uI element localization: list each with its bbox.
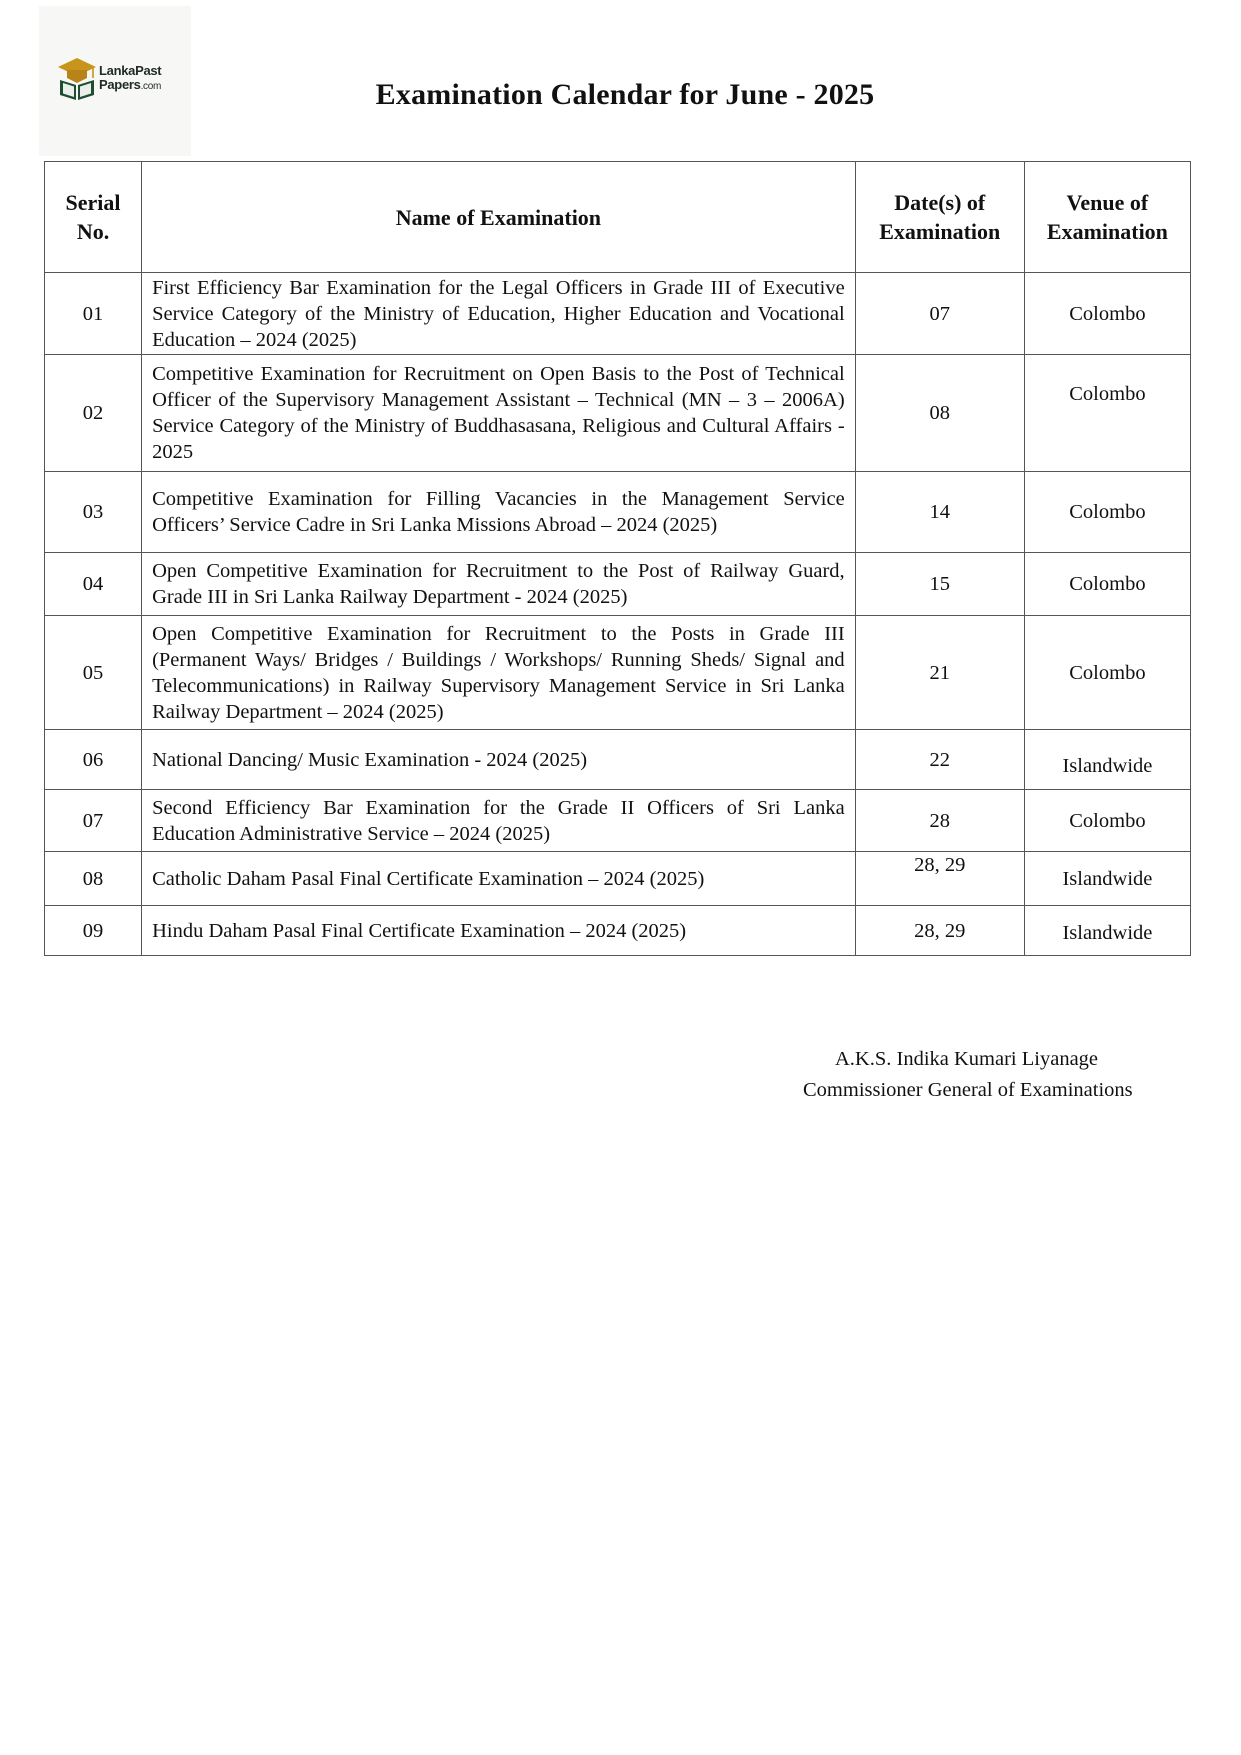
signature-block xyxy=(760,1044,1230,1106)
table-header-row xyxy=(45,162,1191,273)
signatory-name: A.K.S. Indika Kumari Liyanage xyxy=(835,1048,1099,1070)
cell-serial: 09 xyxy=(45,906,142,956)
cell-exam-name: Second Efficiency Bar Examination for the Grade II Officers of Sri Lanka Education Administrative Service – 2024 (2025) xyxy=(142,790,856,852)
logo-line-1: LankaPast xyxy=(99,63,162,78)
table-row xyxy=(45,790,1191,852)
cell-exam-name: Hindu Daham Pasal Final Certificate Examination – 2024 (2025) xyxy=(142,906,856,956)
table-row xyxy=(45,273,1191,355)
header-date: Date(s) of Examination xyxy=(855,162,1024,273)
cell-date: 28 xyxy=(855,790,1024,852)
cell-exam-name: Competitive Examination for Recruitment on Open Basis to the Post of Technical Officer of the Supervisory Management Assistant – Technical (MN – 3 – 2006A) Service Category of the Ministry of Buddhasasana, Religious and Cultural Affairs - 2025 xyxy=(142,355,856,472)
table-row xyxy=(45,906,1191,956)
logo-line-2: Papers xyxy=(99,77,141,92)
table-row xyxy=(45,852,1191,906)
cell-exam-name: Catholic Daham Pasal Final Certificate Examination – 2024 (2025) xyxy=(142,852,856,906)
cell-date: 28, 29 xyxy=(855,852,1024,906)
header-serial: Serial No. xyxy=(45,162,142,273)
table-row xyxy=(45,355,1191,472)
cell-serial: 02 xyxy=(45,355,142,472)
cell-date: 07 xyxy=(855,273,1024,355)
cell-serial: 01 xyxy=(45,273,142,355)
table-row xyxy=(45,730,1191,790)
cell-venue: Colombo xyxy=(1024,273,1190,355)
cell-date: 14 xyxy=(855,472,1024,553)
table-row xyxy=(45,616,1191,730)
header-venue: Venue of Examination xyxy=(1024,162,1190,273)
cell-date: 28, 29 xyxy=(855,906,1024,956)
logo-line-2-suffix: .com xyxy=(140,81,162,92)
cell-venue: Colombo xyxy=(1024,355,1190,472)
page-title: Examination Calendar for June - 2025 xyxy=(375,78,875,111)
cell-exam-name: First Efficiency Bar Examination for the Legal Officers in Grade III of Executive Service Category of the Ministry of Education, Higher Education and Vocational Education – 2024 (2025) xyxy=(142,273,856,355)
cell-venue: Colombo xyxy=(1024,472,1190,553)
cell-venue: Colombo xyxy=(1024,553,1190,616)
signatory-title: Commissioner General of Examinations xyxy=(803,1079,1133,1101)
cell-serial: 03 xyxy=(45,472,142,553)
cell-venue: Colombo xyxy=(1024,790,1190,852)
cell-exam-name: Open Competitive Examination for Recruitment to the Post of Railway Guard, Grade III in Sri Lanka Railway Department - 2024 (2025) xyxy=(142,553,856,616)
cell-date: 15 xyxy=(855,553,1024,616)
cell-exam-name: Open Competitive Examination for Recruitment to the Posts in Grade III (Permanent Ways/ Bridges / Buildings / Workshops/ Running Sheds/ Signal and Telecommunications) in Railway Supervisory Management Service in Sri Lanka Railway Department – 2024 (2025) xyxy=(142,616,856,730)
cell-venue: Islandwide xyxy=(1024,730,1190,790)
header-name: Name of Examination xyxy=(142,162,856,273)
cell-date: 21 xyxy=(855,616,1024,730)
cell-venue: Colombo xyxy=(1024,616,1190,730)
exam-calendar-table xyxy=(44,161,1191,956)
cell-exam-name: Competitive Examination for Filling Vacancies in the Management Service Officers’ Service Cadre in Sri Lanka Missions Abroad – 2024 (2025) xyxy=(142,472,856,553)
cell-date: 22 xyxy=(855,730,1024,790)
cell-serial: 05 xyxy=(45,616,142,730)
cell-serial: 07 xyxy=(45,790,142,852)
table-row xyxy=(45,553,1191,616)
cell-venue: Islandwide xyxy=(1024,906,1190,956)
cell-serial: 08 xyxy=(45,852,142,906)
cell-serial: 04 xyxy=(45,553,142,616)
cell-venue: Islandwide xyxy=(1024,852,1190,906)
table-row xyxy=(45,472,1191,553)
cell-date: 08 xyxy=(855,355,1024,472)
cell-serial: 06 xyxy=(45,730,142,790)
cell-exam-name: National Dancing/ Music Examination - 2024 (2025) xyxy=(142,730,856,790)
